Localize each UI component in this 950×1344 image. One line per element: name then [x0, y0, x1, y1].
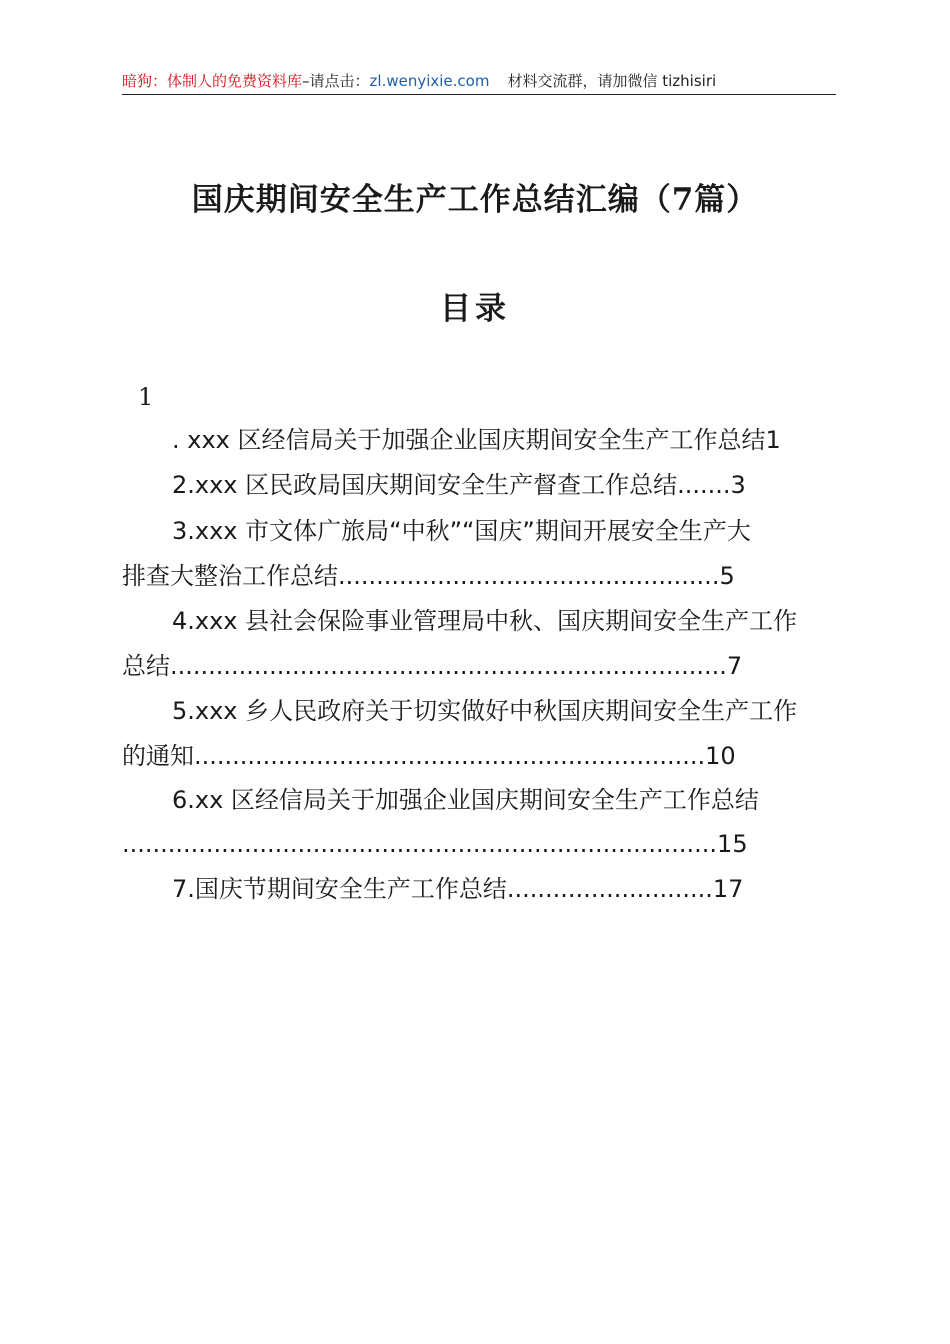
header-group-info: 材料交流群，请加微信 tizhisiri: [507, 72, 717, 90]
toc-entry-3-line-2[interactable]: 排查大整治工作总结..................................................5: [122, 562, 735, 590]
toc-entry-4-line-2[interactable]: 总结.........................................................................7: [122, 652, 743, 680]
toc-entry-5-line-1[interactable]: 5.xxx 乡人民政府关于切实做好中秋国庆期间安全生产工作: [172, 697, 798, 725]
document-title: 国庆期间安全生产工作总结汇编（7篇）: [191, 182, 759, 218]
toc-entry-3-line-1[interactable]: 3.xxx 市文体广旅局“中秋”“国庆”期间开展安全生产大: [172, 517, 751, 545]
toc-entry-6-line-2[interactable]: ..............................................................................15: [122, 830, 748, 858]
toc-entry-5-line-2[interactable]: 的通知...................................................................10: [122, 742, 736, 770]
header-prompt: –请点击：: [302, 72, 370, 90]
toc-stray-number: 1: [138, 383, 154, 411]
toc-entry-6-line-1[interactable]: 6.xx 区经信局关于加强企业国庆期间安全生产工作总结: [172, 786, 759, 814]
page-header: [122, 70, 836, 95]
header-brand: 暗狗：体制人的免费资料库: [122, 72, 303, 90]
toc-heading: 目录: [440, 291, 510, 327]
header-url-link[interactable]: zl.wenyixie.com: [369, 72, 490, 90]
toc-entry-7[interactable]: 7.国庆节期间安全生产工作总结...........................17: [172, 875, 744, 903]
toc-entry-2[interactable]: 2.xxx 区民政局国庆期间安全生产督查工作总结.......3: [172, 471, 746, 499]
toc-entry-1[interactable]: . xxx 区经信局关于加强企业国庆期间安全生产工作总结1: [172, 426, 781, 454]
toc-entry-4-line-1[interactable]: 4.xxx 县社会保险事业管理局中秋、国庆期间安全生产工作: [172, 607, 798, 635]
